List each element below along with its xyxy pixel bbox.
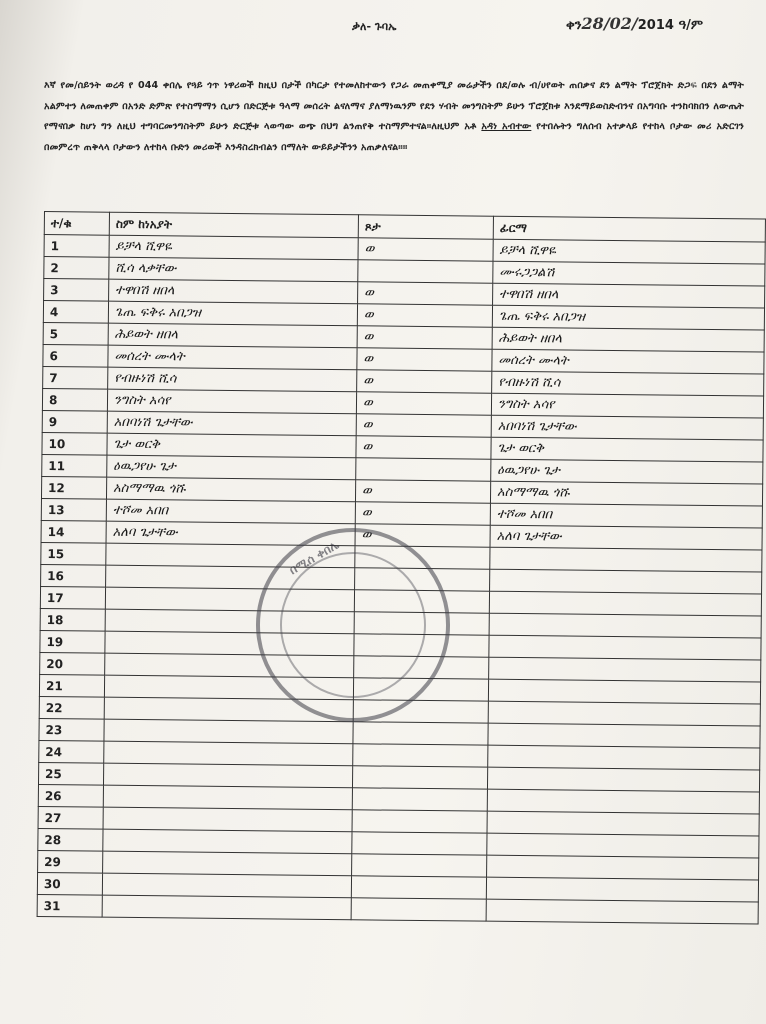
row-number (38, 850, 103, 873)
row-name (106, 477, 355, 502)
row-number (38, 784, 103, 807)
header-signature: ፊርማ (493, 216, 765, 242)
row-sex (358, 238, 493, 261)
row-sex (352, 854, 487, 877)
row-number (43, 301, 108, 324)
minutes-paragraph (44, 76, 744, 158)
row-signature-text: መሰረት ሙላት (498, 352, 569, 369)
row-name-text: ሺሳ ላቃቸው (115, 260, 177, 277)
row-name (107, 433, 356, 458)
row-number (37, 894, 102, 917)
row-signature (490, 569, 762, 594)
row-sex (352, 810, 487, 833)
row-signature-text: ይቻላ ሺዋዬ (499, 242, 556, 259)
row-number-text: 5 (49, 326, 59, 341)
row-signature (490, 481, 762, 506)
row-name (108, 323, 357, 348)
row-number (41, 520, 106, 543)
row-sex (352, 832, 487, 855)
row-sex-text: ወ (364, 241, 375, 257)
row-signature (489, 657, 761, 682)
row-sex-text: ወ (364, 285, 374, 301)
row-signature (488, 745, 760, 770)
row-name-text: ዕዉጋየሁ ጌታ (113, 458, 176, 475)
row-name-text: የብዙነሽ ሺሳ (114, 370, 177, 387)
header-number: ተ/ቁ (44, 212, 109, 236)
row-name (109, 235, 358, 260)
row-name (104, 719, 353, 744)
row-sex-text: ወ (363, 351, 374, 367)
row-sex-text: ወ (363, 329, 374, 345)
row-sex (352, 766, 487, 789)
row-signature-text: አስማማዉ ጎሹ (497, 484, 570, 501)
row-number (43, 366, 108, 389)
row-signature (493, 283, 765, 308)
row-signature (490, 503, 762, 528)
header-sex: ጾታ (358, 215, 493, 239)
row-number-text: 29 (44, 854, 61, 869)
row-number (42, 410, 107, 433)
row-number-text: 14 (47, 524, 65, 539)
row-sex (353, 722, 488, 745)
row-signature-text: ንግስት አሳየ (497, 396, 555, 413)
row-name-text: መሰረት ሙላት (114, 348, 185, 365)
row-number-text: 25 (45, 766, 62, 781)
row-number (37, 872, 102, 895)
row-name-text: ተዋበሽ ዘበላ (115, 282, 175, 299)
row-name (102, 895, 351, 920)
row-name-text: ተሾመ አበበ (112, 502, 169, 519)
row-number-text: 30 (43, 876, 61, 891)
row-number-text: 16 (47, 568, 64, 583)
row-sex (356, 458, 491, 481)
row-number (43, 322, 108, 345)
row-signature (487, 811, 759, 836)
row-signature-text: አበባነሽ ጌታቸው (497, 418, 577, 435)
row-sex (351, 876, 486, 899)
row-signature (487, 833, 759, 858)
row-name (109, 257, 358, 282)
row-sex-text: ወ (363, 307, 374, 323)
row-signature (489, 635, 761, 660)
row-sex (351, 898, 486, 921)
row-sex-text: ወ (362, 395, 373, 411)
row-number (41, 498, 106, 521)
row-number-text: 10 (48, 436, 66, 451)
row-signature (493, 239, 765, 264)
row-number-text: 11 (48, 458, 66, 473)
row-number-text: 9 (48, 414, 58, 429)
row-name (104, 741, 353, 766)
row-name (108, 367, 357, 392)
row-name (103, 829, 352, 854)
row-signature (487, 855, 759, 880)
row-number-text: 19 (46, 634, 64, 649)
row-number (40, 652, 105, 675)
row-number (41, 542, 106, 565)
row-number-text: 3 (50, 282, 59, 297)
row-number-text: 2 (50, 260, 59, 275)
row-name (106, 499, 355, 524)
row-signature-text: ጌታ ወርቅ (497, 440, 544, 457)
row-signature (488, 701, 760, 726)
row-signature (489, 591, 761, 616)
row-number-text: 6 (49, 348, 58, 363)
row-sex (356, 392, 491, 415)
row-signature (486, 877, 758, 902)
row-signature (492, 305, 764, 330)
row-number-text: 26 (44, 788, 62, 803)
row-number-text: 23 (45, 722, 63, 737)
row-sex-text: ወ (361, 527, 372, 543)
row-signature (490, 525, 762, 550)
row-sex (352, 788, 487, 811)
row-name-text: ንግስት አሳየ (113, 392, 171, 409)
row-number (42, 454, 107, 477)
row-number-text: 31 (43, 898, 61, 913)
row-signature (492, 327, 764, 352)
row-signature (488, 723, 760, 748)
row-number (39, 696, 104, 719)
row-signature (491, 415, 763, 440)
row-signature-text: የብዙነሽ ሺሳ (498, 374, 561, 391)
row-name-text: ሕይወት ዘበላ (114, 326, 179, 343)
document-date (566, 14, 703, 33)
row-name (102, 873, 351, 898)
row-number (38, 828, 103, 851)
date-handwritten: 28/02/ (581, 14, 638, 33)
row-sex-text: ወ (362, 417, 373, 433)
row-number-text: 18 (46, 612, 64, 627)
row-number (44, 279, 109, 302)
row-sex (356, 414, 491, 437)
row-signature-text: ተዋበሽ ዘበላ (499, 286, 559, 303)
row-signature (487, 789, 759, 814)
row-sex (358, 282, 493, 305)
row-number (40, 608, 105, 631)
row-number-text: 21 (45, 678, 63, 693)
row-sex-text: ወ (361, 505, 372, 521)
row-name (103, 763, 352, 788)
row-number-text: 22 (45, 700, 63, 715)
row-signature (489, 613, 761, 638)
date-year: 2014 ዓ/ም (637, 18, 704, 33)
row-number-text: 1 (50, 238, 60, 253)
row-number-text: 13 (47, 502, 65, 517)
row-name-text: ጌጤ ፍቅሩ አበጋዝ (114, 304, 202, 321)
row-name (103, 851, 352, 876)
paragraph-part2: የተበሉትን ግለሰብ አተቃላይ የተከላ ቦታው መሪ አድርገን በመምረጥ ጠቅላላ ቦታውን ለተከላ ቡድን መሪወች እንዳስረክብልን በማለት ውይይታችንን አጠቃለናል።። (44, 121, 744, 153)
row-sex-text: ወ (363, 373, 374, 389)
row-number-text: 8 (48, 392, 58, 407)
row-name (107, 389, 356, 414)
row-signature (492, 371, 764, 396)
row-name (108, 345, 357, 370)
row-number (42, 432, 107, 455)
row-number (41, 564, 106, 587)
row-signature (491, 393, 763, 418)
row-number-text: 17 (46, 590, 64, 605)
row-signature-text: አለባ ጌታቸው (496, 528, 562, 545)
row-number-text: 20 (46, 656, 64, 671)
row-sex (357, 348, 492, 371)
row-name (108, 301, 357, 326)
row-number (41, 476, 106, 499)
row-number (43, 344, 108, 367)
row-signature (491, 459, 763, 484)
row-signature (488, 679, 760, 704)
row-name-text: አስማማዉ ጎሹ (113, 480, 186, 497)
row-name-text: ይቻላ ሺዋዬ (115, 238, 172, 255)
row-signature (491, 437, 763, 462)
row-sex (357, 326, 492, 349)
date-prefix: ቀን (566, 18, 582, 33)
row-signature (490, 547, 762, 572)
row-sex (353, 744, 488, 767)
document-title: ቃለ- ጉባኤ (352, 20, 397, 33)
stamp-text: በሚሰ ቀበሌ (286, 537, 342, 578)
row-number (39, 718, 104, 741)
row-number-text: 12 (48, 480, 65, 495)
row-number (44, 257, 109, 280)
row-number-text: 4 (49, 304, 59, 319)
row-number (38, 806, 103, 829)
row-name (107, 411, 356, 436)
row-signature (487, 767, 759, 792)
row-sex (357, 304, 492, 327)
row-name-text: አለባ ጌታቸው (112, 524, 178, 541)
row-sex-text: ወ (362, 439, 373, 455)
row-name-text: አበባነሽ ጌታቸው (113, 414, 193, 431)
row-name (107, 455, 356, 480)
row-sex (355, 480, 490, 503)
row-signature (492, 349, 764, 374)
row-number-text: 27 (44, 810, 62, 825)
row-signature (486, 899, 758, 924)
row-signature-text: ዕዉጋየሁ ጌታ (497, 462, 560, 479)
row-number-text: 7 (49, 370, 58, 385)
row-signature-text: ጌጤ ፍቅሩ አበጋዝ (498, 308, 586, 325)
row-name-text: ጌታ ወርቅ (113, 436, 160, 453)
row-signature-text: ሕይወት ዘበላ (498, 330, 563, 347)
row-number (44, 235, 109, 258)
row-signature (493, 261, 765, 286)
row-number (38, 762, 103, 785)
row-name (103, 785, 352, 810)
row-sex-text: ወ (362, 483, 372, 499)
row-name (109, 279, 358, 304)
row-signature-text: ሙሩጋጋልሽ (499, 264, 555, 281)
row-number-text: 15 (47, 546, 65, 561)
row-number (40, 586, 105, 609)
row-signature-text: ተሾመ አበበ (496, 506, 553, 523)
row-number (39, 740, 104, 763)
row-number (40, 630, 105, 653)
row-number (39, 674, 104, 697)
row-number-text: 28 (44, 832, 62, 847)
row-sex (356, 436, 491, 459)
row-sex (358, 260, 493, 283)
header-full-name: ስም ከነአያት (109, 212, 358, 238)
row-number-text: 24 (45, 744, 63, 759)
paragraph-underlined-name: አዳነ አብተው (481, 121, 532, 132)
row-number (42, 388, 107, 411)
row-name (103, 807, 352, 832)
row-sex (357, 370, 492, 393)
paragraph-part1: እኛ የመ/ሰይንት ወረዳ የ 044 ቀበሌ የጓይ ጎጥ ነዋሪወች ከዚህ በታች በካርታ የተመለከተውን የጋራ መጠቀሚያ መሬታችን በደ/ወሉ ብ/ሀየወት ጠበቃና ደን ልማት ፕሮጀክት ድጋፍ በደን ልማት አልምተን ለመጠቀም በአንድ ድምጽ የተስማማን ሲሆን በድርጅቱ ዓላማ መሰረት ልናለማና ያለማነዉንም የደን ሃብት መንግስትም ይሁን ፕሮጀክቱ እንደማይወስድብንና በአግባቡ ተንከባክበን ለውጤት የማናበቃ ከሆነ ግን ለዚህ ተግባርመንግስትም ይሁን ድርጅቱ ላወጣው ወጭ በህግ ልንጠየቅ ተስማምተናል።ለዚህም አቶ (44, 80, 744, 132)
